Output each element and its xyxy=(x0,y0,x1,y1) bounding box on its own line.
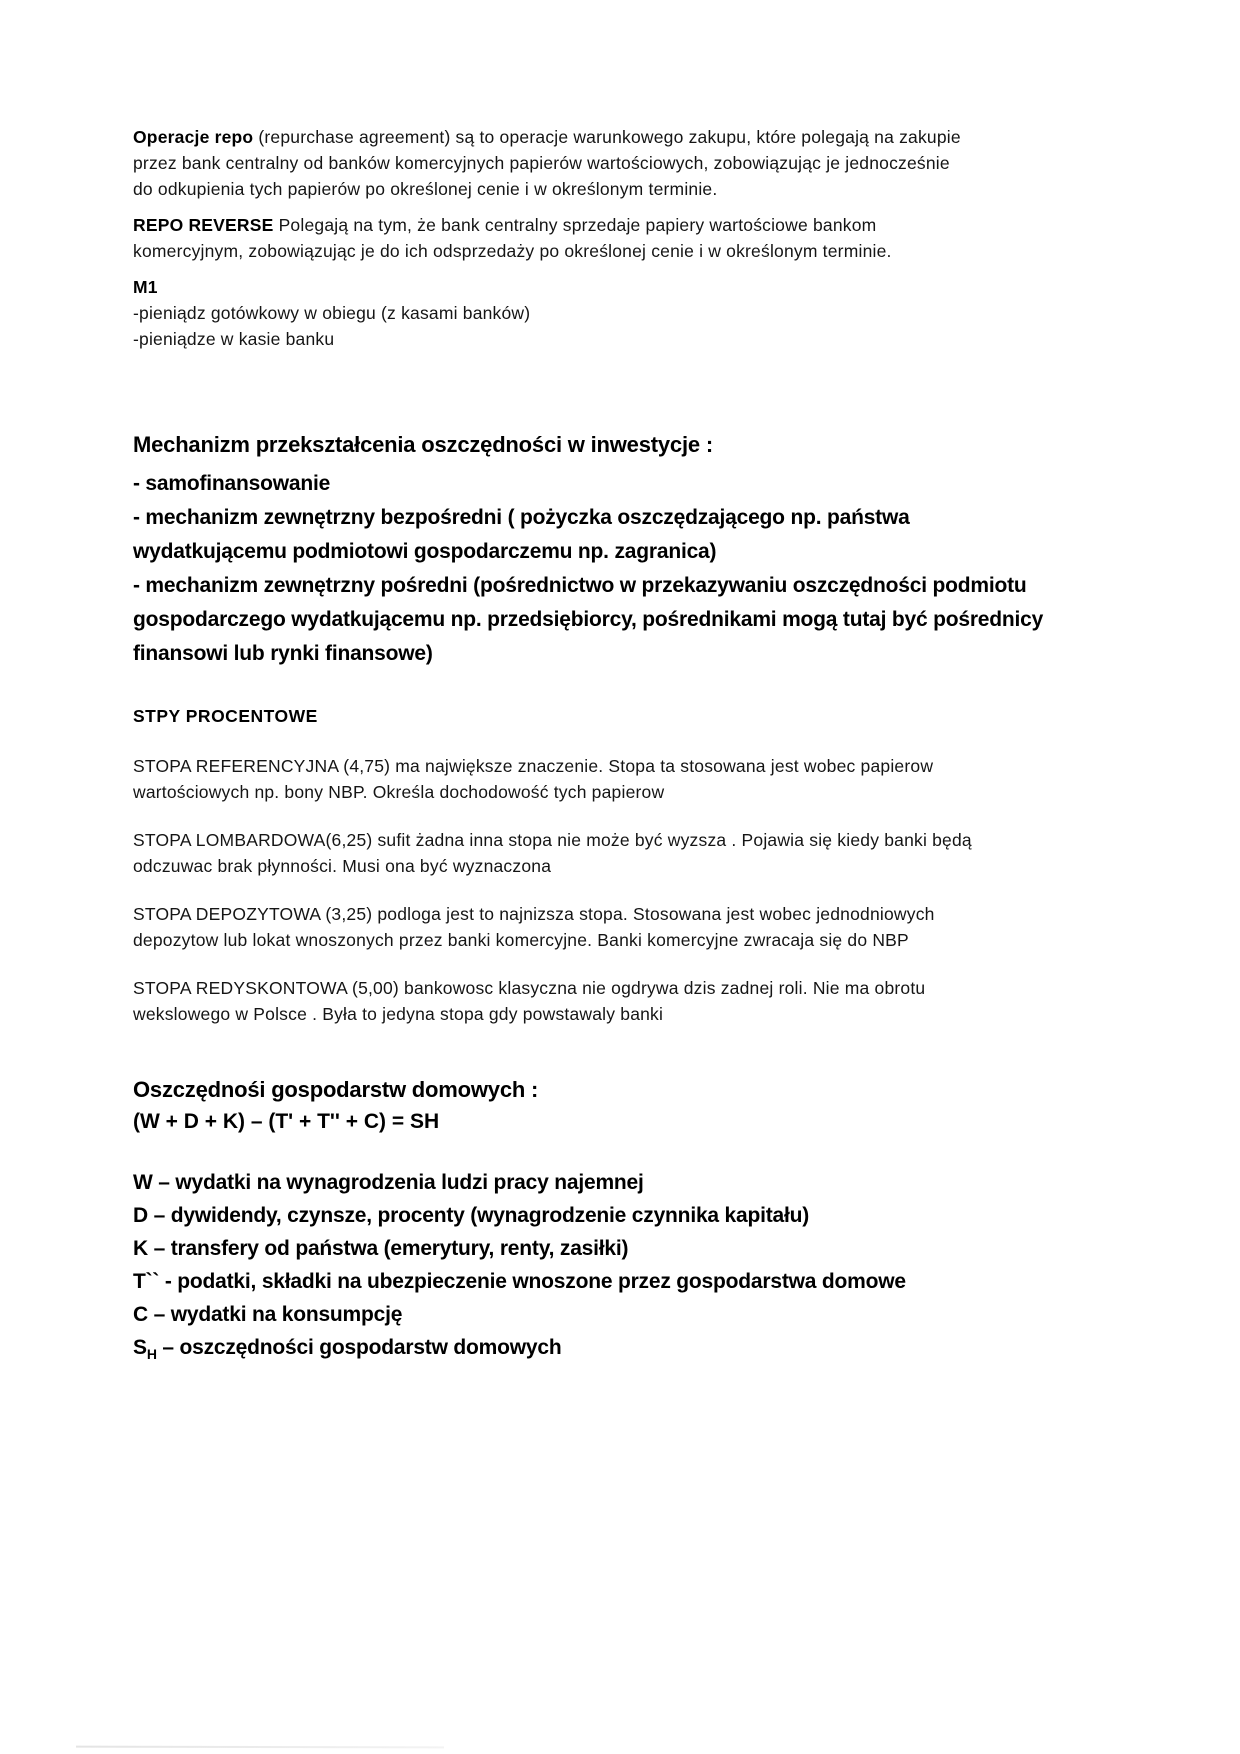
definitions-list xyxy=(133,1166,1133,1364)
paragraph-stopa-lombardowa xyxy=(133,827,1133,879)
paragraph-repo-reverse xyxy=(133,212,1133,264)
text-line: -pieniądz gotówkowy w obiegu (z kasami banków) xyxy=(133,303,531,323)
text-line: depozytow lub lokat wnoszonych przez banki komercyjne. Banki komercyjne zwracaja się do NBP xyxy=(133,930,909,950)
list-item-line: finansowi lub rynki finansowe) xyxy=(133,642,433,665)
savings-equation: (W + D + K) – (T' + T'' + C) = SH xyxy=(133,1110,440,1133)
text-line: STOPA LOMBARDOWA(6,25) sufit żadna inna stopa nie może być wyzsza . Pojawia się kiedy banki będą xyxy=(133,830,972,850)
text-line: STOPA DEPOZYTOWA (3,25) podloga jest to najnizsza stopa. Stosowana jest wobec jednodniowych xyxy=(133,904,935,924)
text-line: STOPA REFERENCYJNA (4,75) ma największe znaczenie. Stopa ta stosowana jest wobec papierow xyxy=(133,756,934,776)
paragraph-stopa-referencyjna xyxy=(133,753,1133,805)
paragraph-text: Polegają na tym, że bank centralny sprzedaje papiery wartościowe bankom xyxy=(278,215,877,235)
text-line: do odkupienia tych papierów po określonej cenie i w określonym terminie. xyxy=(133,179,718,199)
text-line xyxy=(133,212,1133,238)
paragraph-text: (repurchase agreement) są to operacje warunkowego zakupu, które polegają na zakupie xyxy=(258,127,961,147)
text-line xyxy=(133,124,1133,150)
text-line: przez bank centralny od banków komercyjnych papierów wartościowych, zobowiązując je jednocześnie xyxy=(133,153,950,173)
list-item-line: wydatkującemu podmiotowi gospodarczemu np. zagranica) xyxy=(133,540,717,563)
paragraph-lead-bold: Operacje repo xyxy=(133,127,259,147)
document-content xyxy=(133,124,1133,1364)
paragraph-stopa-depozytowa xyxy=(133,901,1133,953)
list-mechanizm xyxy=(133,467,1133,671)
text-line: komercyjnym, zobowiązując je do ich odsprzedaży po określonej cenie i w określonym terminie. xyxy=(133,241,892,261)
definition-line: C – wydatki na konsumpcję xyxy=(133,1303,403,1326)
definition-line-sh xyxy=(133,1331,1133,1364)
list-item-line: - mechanizm zewnętrzny bezpośredni ( pożyczka oszczędzającego np. państwa xyxy=(133,506,910,529)
list-item-line: - mechanizm zewnętrzny pośredni (pośrednictwo w przekazywaniu oszczędności podmiotu xyxy=(133,574,1027,597)
heading-oszczednosci: Oszczędnośi gospodarstw domowych : xyxy=(133,1077,539,1102)
definition-line: K – transfery od państwa (emerytury, renty, zasiłki) xyxy=(133,1237,629,1260)
definition-line: T`` - podatki, składki na ubezpieczenie wnoszone przez gospodarstwa domowe xyxy=(133,1270,906,1293)
scan-artifact-line xyxy=(76,1746,444,1749)
m1-heading: M1 xyxy=(133,277,158,297)
sh-symbol: S xyxy=(133,1336,147,1359)
text-line: wartościowych np. bony NBP. Określa dochodowość tych papierow xyxy=(133,782,665,802)
definition-line: D – dywidendy, czynsze, procenty (wynagrodzenie czynnika kapitału) xyxy=(133,1204,810,1227)
paragraph-operacje-repo xyxy=(133,124,1133,202)
paragraph-lead-bold: REPO REVERSE xyxy=(133,215,279,235)
heading-stpy-procentowe: STPY PROCENTOWE xyxy=(133,706,318,726)
text-line: -pieniądze w kasie banku xyxy=(133,329,335,349)
text-line: wekslowego w Polsce . Była to jedyna stopa gdy powstawaly banki xyxy=(133,1004,664,1024)
text-line: odczuwac brak płynności. Musi ona być wyznaczona xyxy=(133,856,552,876)
sh-text: – oszczędności gospodarstw domowych xyxy=(156,1336,562,1359)
sh-subscript: H xyxy=(146,1346,157,1363)
list-item-line: gospodarczego wydatkującemu np. przedsiębiorcy, pośrednikami mogą tutaj być pośrednicy xyxy=(133,608,1044,631)
heading-mechanizm: Mechanizm przekształcenia oszczędności w inwestycje : xyxy=(133,432,713,457)
paragraph-stopa-redyskontowa xyxy=(133,975,1133,1027)
text-line: STOPA REDYSKONTOWA (5,00) bankowosc klasyczna nie ogdrywa dzis zadnej roli. Nie ma obrotu xyxy=(133,978,926,998)
definition-line: W – wydatki na wynagrodzenia ludzi pracy najemnej xyxy=(133,1171,644,1194)
list-item-line: - samofinansowanie xyxy=(133,472,331,495)
section-m1 xyxy=(133,274,1133,352)
